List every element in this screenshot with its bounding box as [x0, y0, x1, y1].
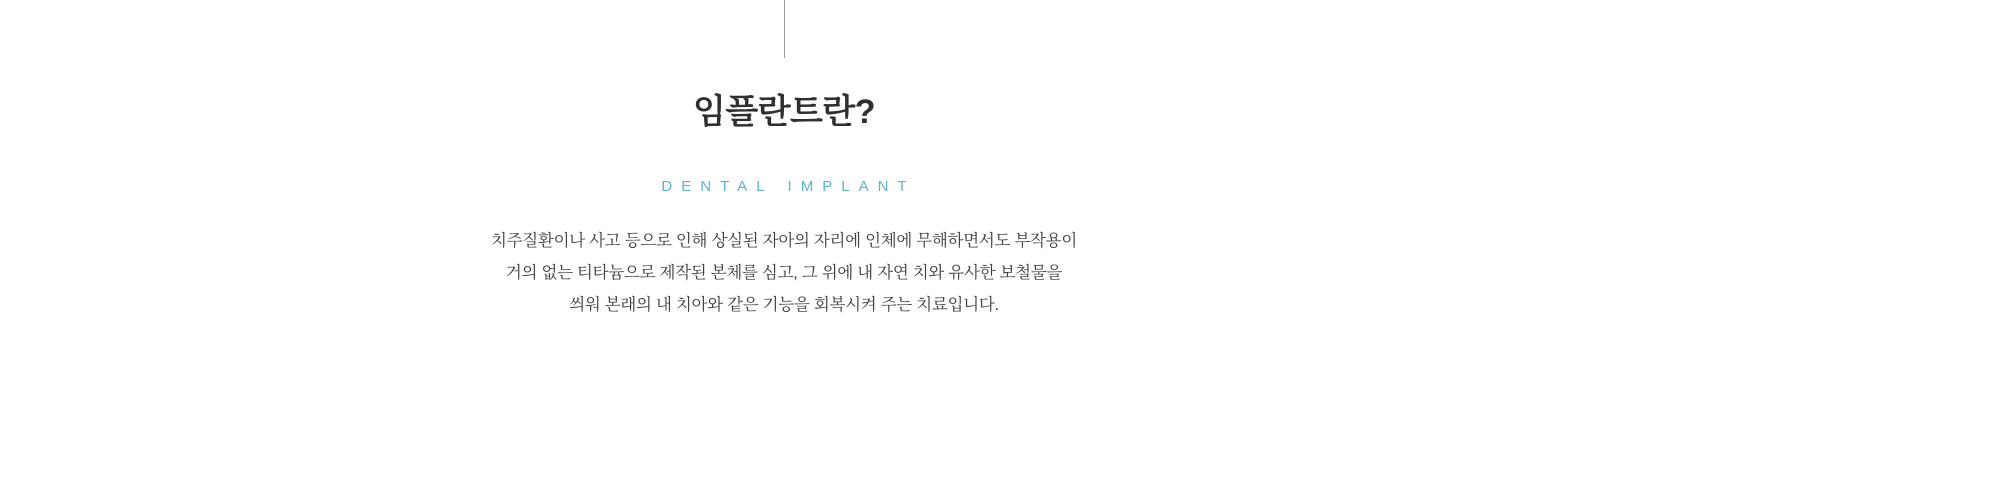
subtitle-letter-8: M [800, 177, 823, 195]
description-line-1: 치주질환이나 사고 등으로 인해 상실된 자아의 자리에 인체에 무해하면서도 부작용이 [491, 231, 1077, 250]
subtitle-letter-3: T [720, 177, 738, 195]
subtitle-letter-2: N [700, 177, 721, 195]
subtitle-letter-1: E [681, 177, 701, 195]
subtitle-letter-10: L [841, 177, 859, 195]
vertical-divider-icon [784, 0, 785, 58]
subtitle-letter-4: A [737, 177, 757, 195]
section-subtitle [652, 178, 915, 195]
section-description [491, 225, 1077, 322]
description-line-2: 거의 없는 티타늄으로 제작된 본체를 심고, 그 위에 내 자연 치와 유사한 보철물을 [505, 263, 1063, 282]
page-title: 임플란트란? [693, 93, 875, 131]
subtitle-letter-13: T [897, 177, 916, 195]
description-line-3: 씌워 본래의 내 치아와 같은 기능을 회복시켜 주는 치료입니다. [569, 295, 999, 314]
subtitle-letter-11: A [858, 177, 878, 195]
subtitle-letter-12: N [877, 177, 898, 195]
subtitle-letter-7: I [787, 177, 801, 195]
subtitle-letter-5: L [756, 177, 774, 195]
subtitle-letter-9: P [822, 177, 842, 195]
subtitle-letter-0: D [661, 177, 682, 195]
